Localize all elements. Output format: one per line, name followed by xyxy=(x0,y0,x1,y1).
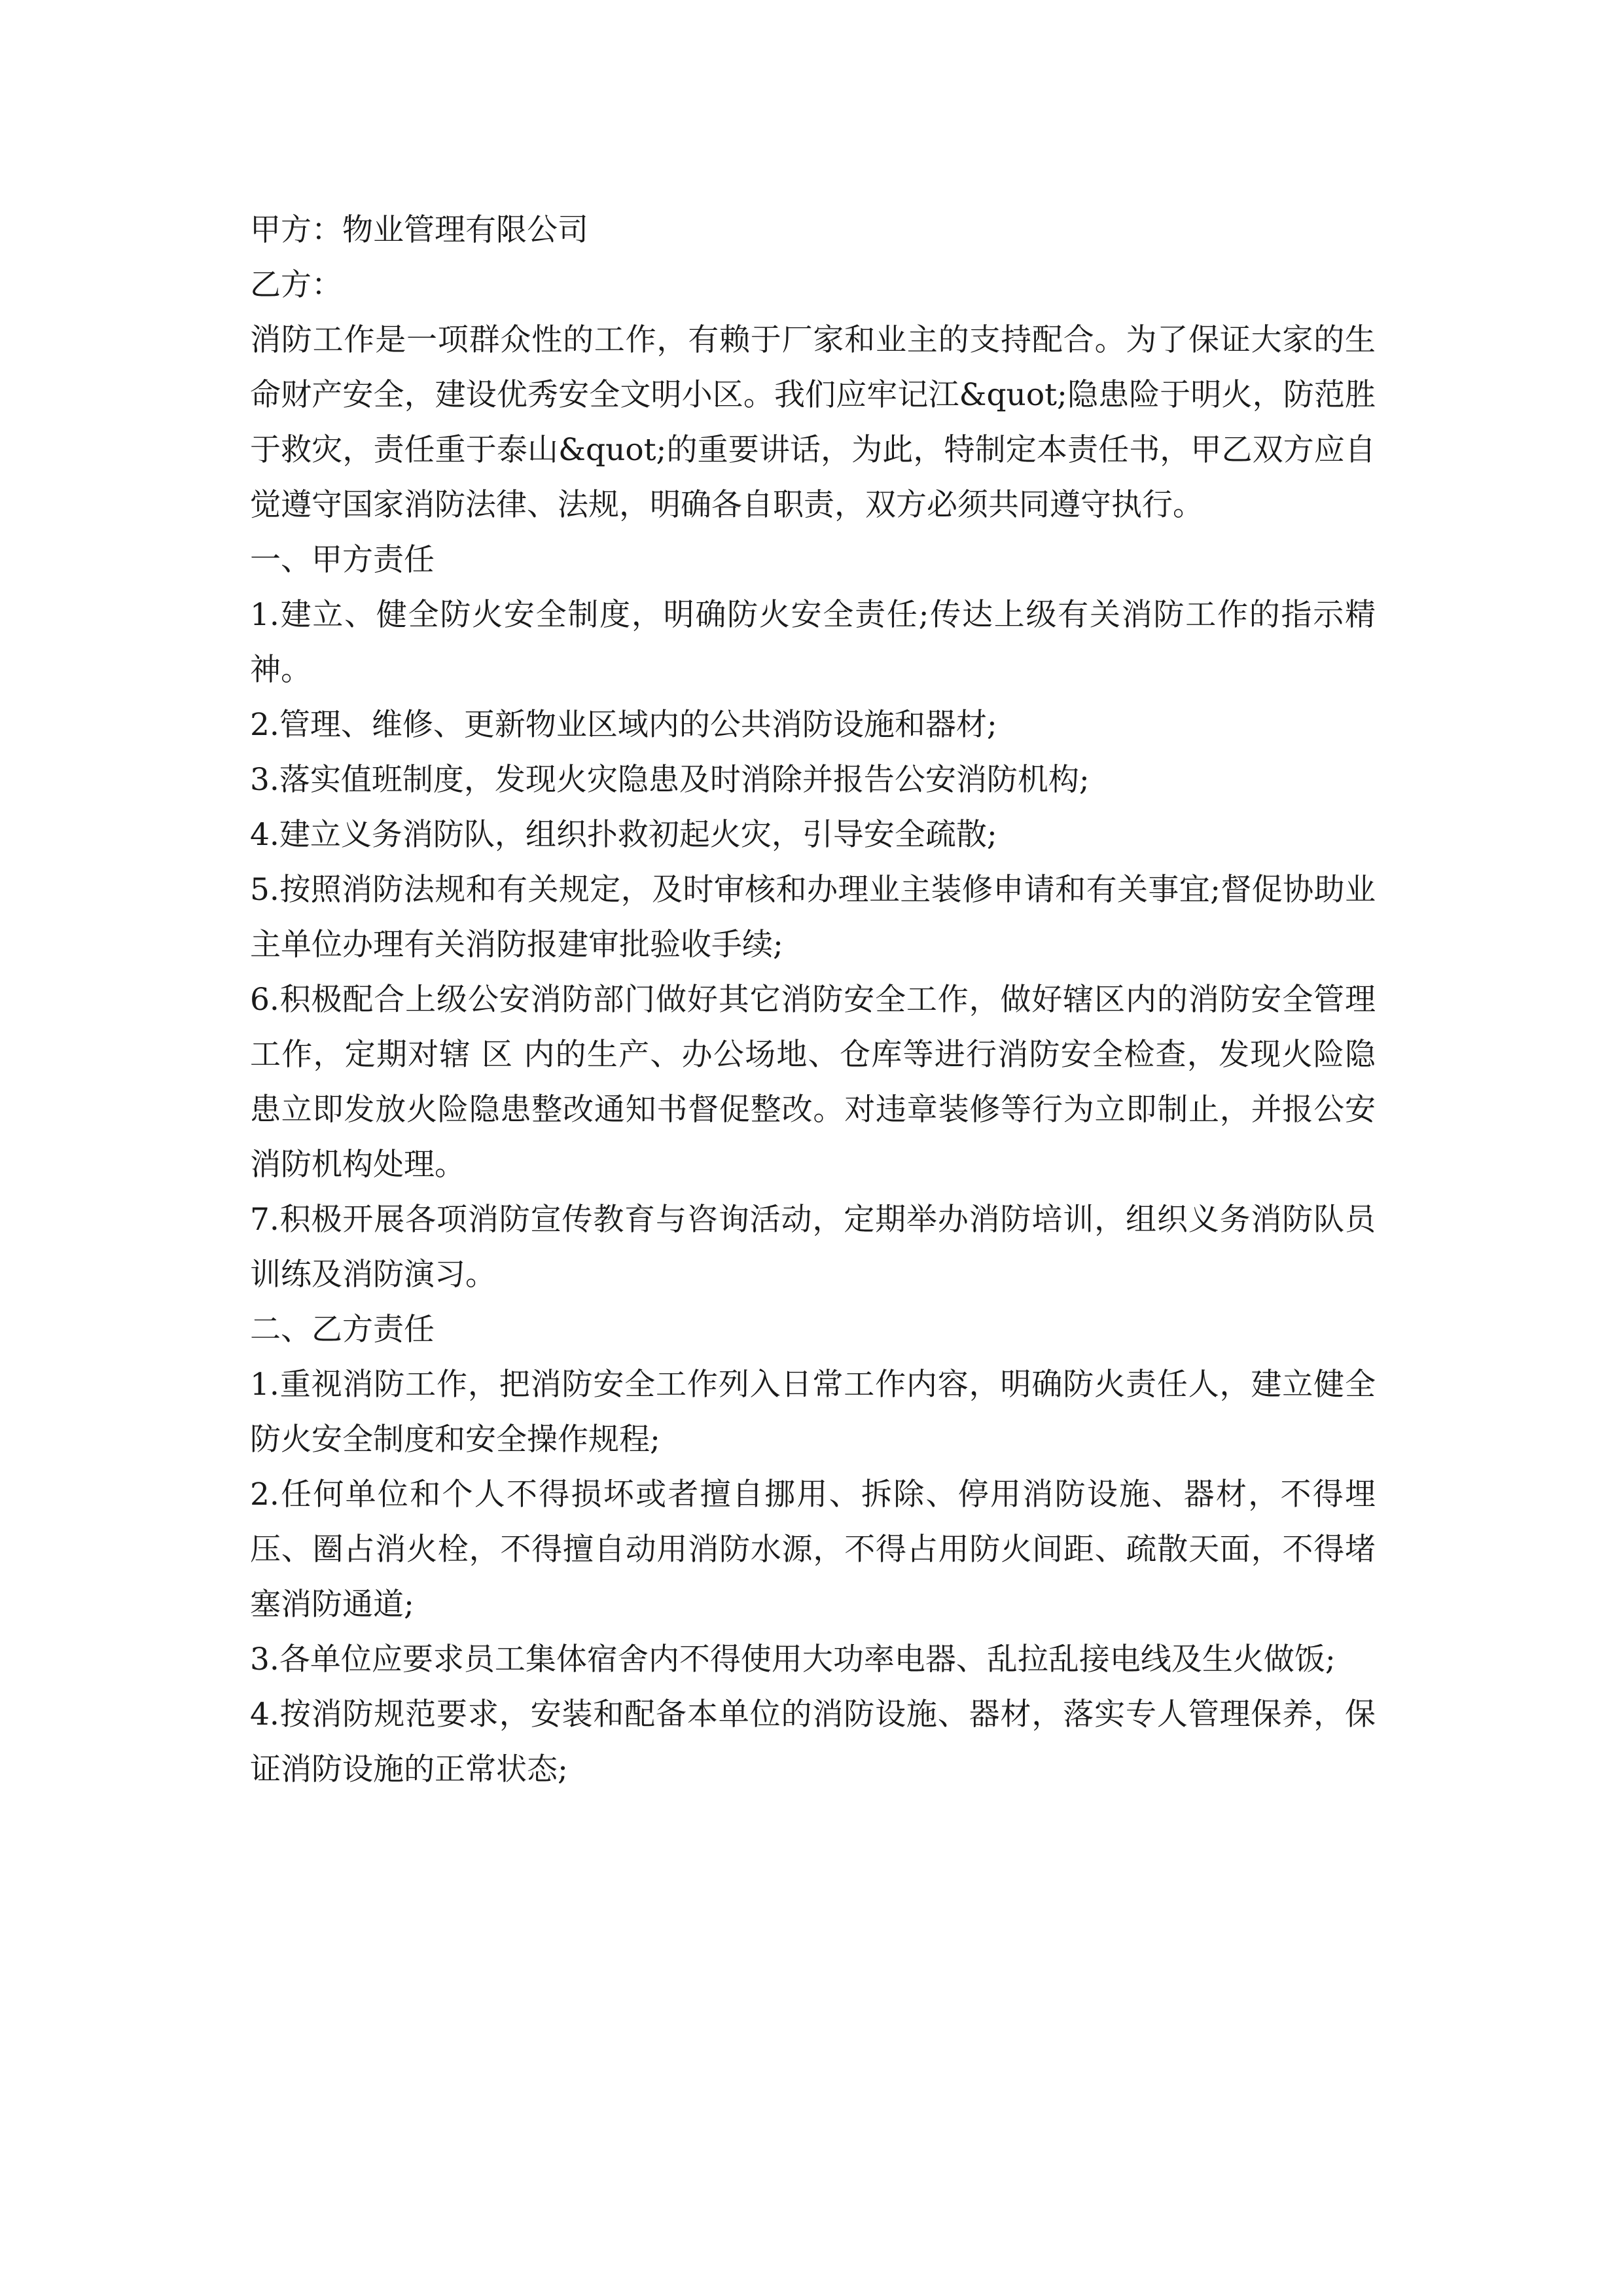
section-a-item: 3.落实值班制度，发现火灾隐患及时消除并报告公安消防机构; xyxy=(250,762,1090,798)
section-a-heading: 一、甲方责任 xyxy=(250,542,435,578)
section-a-item: 2.管理、维修、更新物业区域内的公共消防设施和器材; xyxy=(250,707,997,743)
section-a-item: 7.积极开展各项消防宣传教育与咨询活动，定期举办消防培训，组织义务消防队员训练及消防演习。 xyxy=(250,1202,1376,1293)
section-b-item: 3.各单位应要求员工集体宿舍内不得使用大功率电器、乱拉乱接电线及生火做饭; xyxy=(250,1641,1336,1677)
section-b-heading: 二、乙方责任 xyxy=(250,1312,435,1348)
section-a-item: 1.建立、健全防火安全制度，明确防火安全责任;传达上级有关消防工作的指示精神。 xyxy=(250,597,1376,688)
document-body xyxy=(250,203,1376,1797)
section-a-item: 6.积极配合上级公安消防部门做好其它消防安全工作，做好辖区内的消防安全管理工作，定期对辖 区 内的生产、办公场地、仓库等进行消防安全检查，发现火险隐患立即发放火险隐患整改通知书督促整改。对违章装修等行为立即制止，并报公安消防机构处理。 xyxy=(250,982,1376,1183)
section-b-item: 2.任何单位和个人不得损坏或者擅自挪用、拆除、停用消防设施、器材，不得埋压、圈占消火栓，不得擅自动用消防水源，不得占用防火间距、疏散天面，不得堵塞消防通道; xyxy=(250,1477,1376,1623)
party-b-line: 乙方： xyxy=(250,267,342,303)
section-b-item: 1.重视消防工作，把消防安全工作列入日常工作内容，明确防火责任人，建立健全防火安全制度和安全操作规程; xyxy=(250,1367,1376,1458)
section-b-item: 4.按消防规范要求，安装和配备本单位的消防设施、器材，落实专人管理保养，保证消防设施的正常状态; xyxy=(250,1696,1376,1787)
intro-paragraph: 消防工作是一项群众性的工作，有赖于厂家和业主的支持配合。为了保证大家的生命财产安全，建设优秀安全文明小区。我们应牢记江&quot;隐患险于明火，防范胜于救灾，责任重于泰山&quot;的重要讲话，为此，特制定本责任书，甲乙双方应自觉遵守国家消防法律、法规，明确各自职责，双方必须共同遵守执行。 xyxy=(250,322,1376,523)
party-a-line: 甲方：物业管理有限公司 xyxy=(250,212,588,248)
section-a-item: 4.建立义务消防队，组织扑救初起火灾，引导安全疏散; xyxy=(250,817,997,853)
section-a-item: 5.按照消防法规和有关规定，及时审核和办理业主装修申请和有关事宜;督促协助业主单位办理有关消防报建审批验收手续; xyxy=(250,872,1376,963)
